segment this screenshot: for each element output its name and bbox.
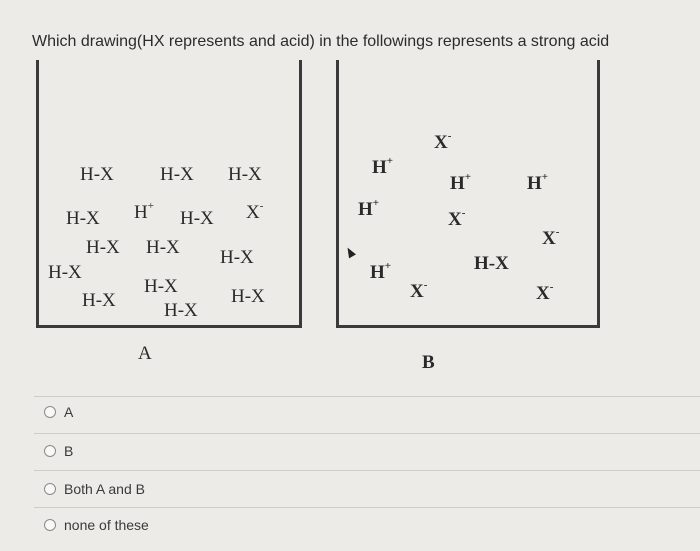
- beaker-b-species: H+: [370, 260, 392, 283]
- beaker-a-species: H-X: [180, 208, 214, 229]
- beaker-b-species: X-: [542, 226, 560, 249]
- beaker-b-drawing: [336, 60, 600, 328]
- beaker-b-species: H-X: [474, 253, 509, 274]
- option-divider: [34, 396, 700, 397]
- beaker-a-species: X-: [246, 200, 264, 223]
- beaker-b-species: H+: [450, 171, 472, 194]
- option-label: none of these: [64, 517, 149, 533]
- beaker-a-species: H-X: [160, 164, 194, 185]
- radio-button-icon[interactable]: [44, 445, 56, 457]
- radio-button-icon[interactable]: [44, 519, 56, 531]
- beaker-b-species: H+: [527, 171, 549, 194]
- radio-button-icon[interactable]: [44, 406, 56, 418]
- beaker-a-species: H-X: [144, 276, 178, 297]
- beaker-b-species: H+: [372, 155, 394, 178]
- beaker-a-species: H-X: [48, 262, 82, 283]
- option-divider: [34, 433, 700, 434]
- beaker-a-species: H-X: [220, 247, 254, 268]
- option-none[interactable]: [44, 517, 149, 533]
- beaker-a-species: H+: [134, 200, 154, 223]
- beaker-a-species: H-X: [231, 286, 265, 307]
- beaker-b-species: X-: [448, 207, 466, 230]
- option-label: Both A and B: [64, 481, 145, 497]
- beaker-a-species: H-X: [86, 237, 120, 258]
- option-divider: [34, 470, 700, 471]
- option-label: B: [64, 443, 74, 459]
- option-divider: [34, 507, 700, 508]
- option-b[interactable]: [44, 443, 73, 459]
- beaker-a-species: H-X: [66, 208, 100, 229]
- beaker-b-species: H+: [358, 197, 380, 220]
- option-a[interactable]: [44, 404, 73, 420]
- beaker-a-species: H-X: [80, 164, 114, 185]
- question-text: Which drawing(HX represents and acid) in the followings represents a strong acid: [32, 33, 610, 50]
- option-label: A: [64, 404, 74, 420]
- beaker-b-species: X-: [536, 281, 554, 304]
- beaker-a-label: A: [138, 343, 152, 364]
- beaker-b-species: X-: [410, 279, 428, 302]
- beaker-b-species: X-: [434, 130, 452, 153]
- beaker-b-label: B: [422, 352, 435, 373]
- beaker-a-species: H-X: [82, 290, 116, 311]
- radio-button-icon[interactable]: [44, 483, 56, 495]
- beaker-a-species: H-X: [146, 237, 180, 258]
- beaker-a-species: H-X: [228, 164, 262, 185]
- option-both[interactable]: [44, 481, 145, 497]
- beaker-a-species: H-X: [164, 300, 198, 321]
